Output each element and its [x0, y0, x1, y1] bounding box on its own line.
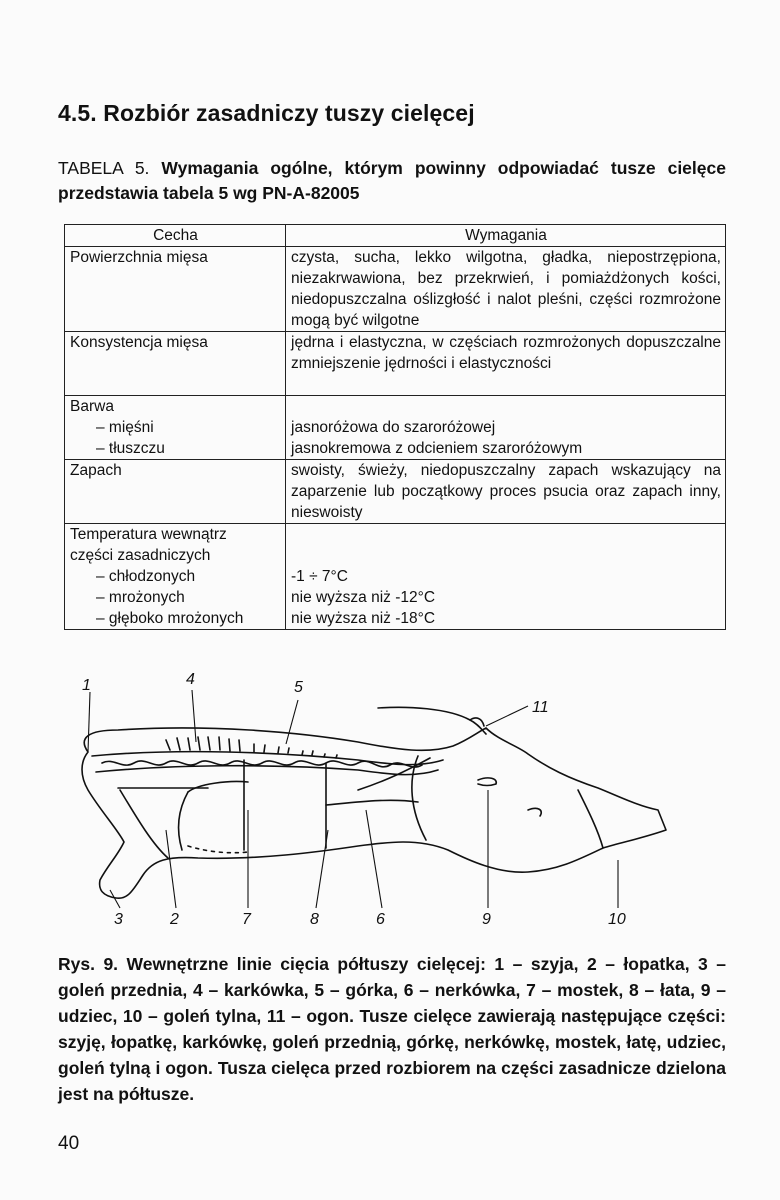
- sub-label: – chłodzonych: [96, 568, 196, 585]
- figure-caption: Rys. 9. Wewnętrzne linie cięcia półtuszy cielęcej: 1 – szyja, 2 – łopatka, 3 – goleń przednia, 4 – karkówka, 5 – górka, 6 – nerkówka, 7 – mostek, 8 – łata, 9 – udziec, 10 – goleń tylna, 11 – ogon. Tusze cielęce zawierają następujące części: szyję, łopatkę, karkówkę, goleń przednią, górkę, nerkówkę, mostek, łatę, udziec, goleń tylną i ogon. Tusza cielęca przed rozbiorem na części zasadnicze dzielona jest na półtusze.: [58, 954, 726, 1104]
- cell-cecha: Konsystencja mięsa: [65, 332, 286, 396]
- cell-cecha: [65, 396, 286, 460]
- sub-value: jasnoróżowa do szaroróżowej: [291, 419, 496, 436]
- section-title: 4.5. Rozbiór zasadniczy tuszy cielęcej: [58, 100, 475, 126]
- sub-value: nie wyższa niż -18°C: [291, 610, 436, 627]
- label-11: 11: [532, 699, 549, 716]
- label-8: 8: [310, 911, 319, 928]
- cell-wymagania: jędrna i elastyczna, w częściach rozmrożonych dopuszczalne zmniejszenie jędrności i elastyczności: [286, 332, 726, 396]
- label-5: 5: [294, 679, 303, 696]
- column-header-cecha: Cecha: [65, 225, 286, 247]
- cut-line-shank: [578, 790, 603, 848]
- cell-wymagania: [286, 396, 726, 460]
- page-number: 40: [58, 1133, 80, 1154]
- table-caption-text: Wymagania ogólne, którym powinny odpowiadać tusze cielęce przedstawia tabela 5 wg PN-A-82005: [58, 158, 726, 203]
- column-header-wymagania: Wymagania: [286, 225, 726, 247]
- label-7: 7: [242, 911, 251, 928]
- sub-value: nie wyższa niż -12°C: [291, 589, 436, 606]
- cut-line-brisket: [188, 781, 248, 792]
- label-3: 3: [114, 911, 123, 928]
- table-row: [65, 460, 726, 524]
- cut-line-shoulder-2: [179, 792, 188, 850]
- label-1: 1: [82, 677, 91, 694]
- table-row: [65, 396, 726, 460]
- table-row: [65, 524, 726, 630]
- table-row: [65, 247, 726, 332]
- sub-value: jasnokremowa z odcieniem szaroróżowym: [291, 440, 583, 457]
- carcass-outline: [82, 728, 666, 898]
- table-header-row: [65, 225, 726, 247]
- label-9: 9: [482, 911, 491, 928]
- cell-cecha: Zapach: [65, 460, 286, 524]
- sub-value: -1 ÷ 7°C: [291, 568, 348, 585]
- label-2: 2: [170, 911, 179, 928]
- label-6: 6: [376, 911, 385, 928]
- cut-line-leg: [412, 756, 426, 840]
- cut-line-flank: [326, 800, 418, 805]
- label-4: 4: [186, 671, 195, 688]
- sub-label: – głęboko mrożonych: [96, 610, 244, 627]
- cell-wymagania: [286, 524, 726, 630]
- cecha-label-line: Temperatura wewnątrz: [70, 526, 227, 543]
- requirements-table: [64, 224, 726, 630]
- cecha-label-line: części zasadniczych: [70, 547, 211, 564]
- cecha-label: Barwa: [70, 398, 114, 415]
- cut-line-shoulder: [120, 790, 168, 858]
- table-caption: [58, 156, 726, 206]
- cell-cecha: Powierzchnia mięsa: [65, 247, 286, 332]
- sub-label: – tłuszczu: [96, 440, 165, 457]
- label-10: 10: [608, 911, 626, 928]
- sub-label: – mrożonych: [96, 589, 185, 606]
- table-row: [65, 332, 726, 396]
- cell-wymagania: swoisty, świeży, niedopuszczalny zapach wskazujący na zaparzenie lub początkowy proces psucia oraz zapach inny, nieswoisty: [286, 460, 726, 524]
- sub-label: – mięśni: [96, 419, 154, 436]
- cell-wymagania: czysta, sucha, lekko wilgotna, gładka, niepostrzępiona, niezakrwawiona, bez przekrwień, i pomiażdżonych kości, niedopuszczalna oślizgłość i nalot pleśni, części rozmrożone mogą być wilgotne: [286, 247, 726, 332]
- table-caption-prefix: TABELA 5.: [58, 158, 150, 178]
- cell-cecha: [65, 524, 286, 630]
- carcass-cut-diagram: [58, 660, 728, 940]
- carcass-drawing: [58, 660, 728, 940]
